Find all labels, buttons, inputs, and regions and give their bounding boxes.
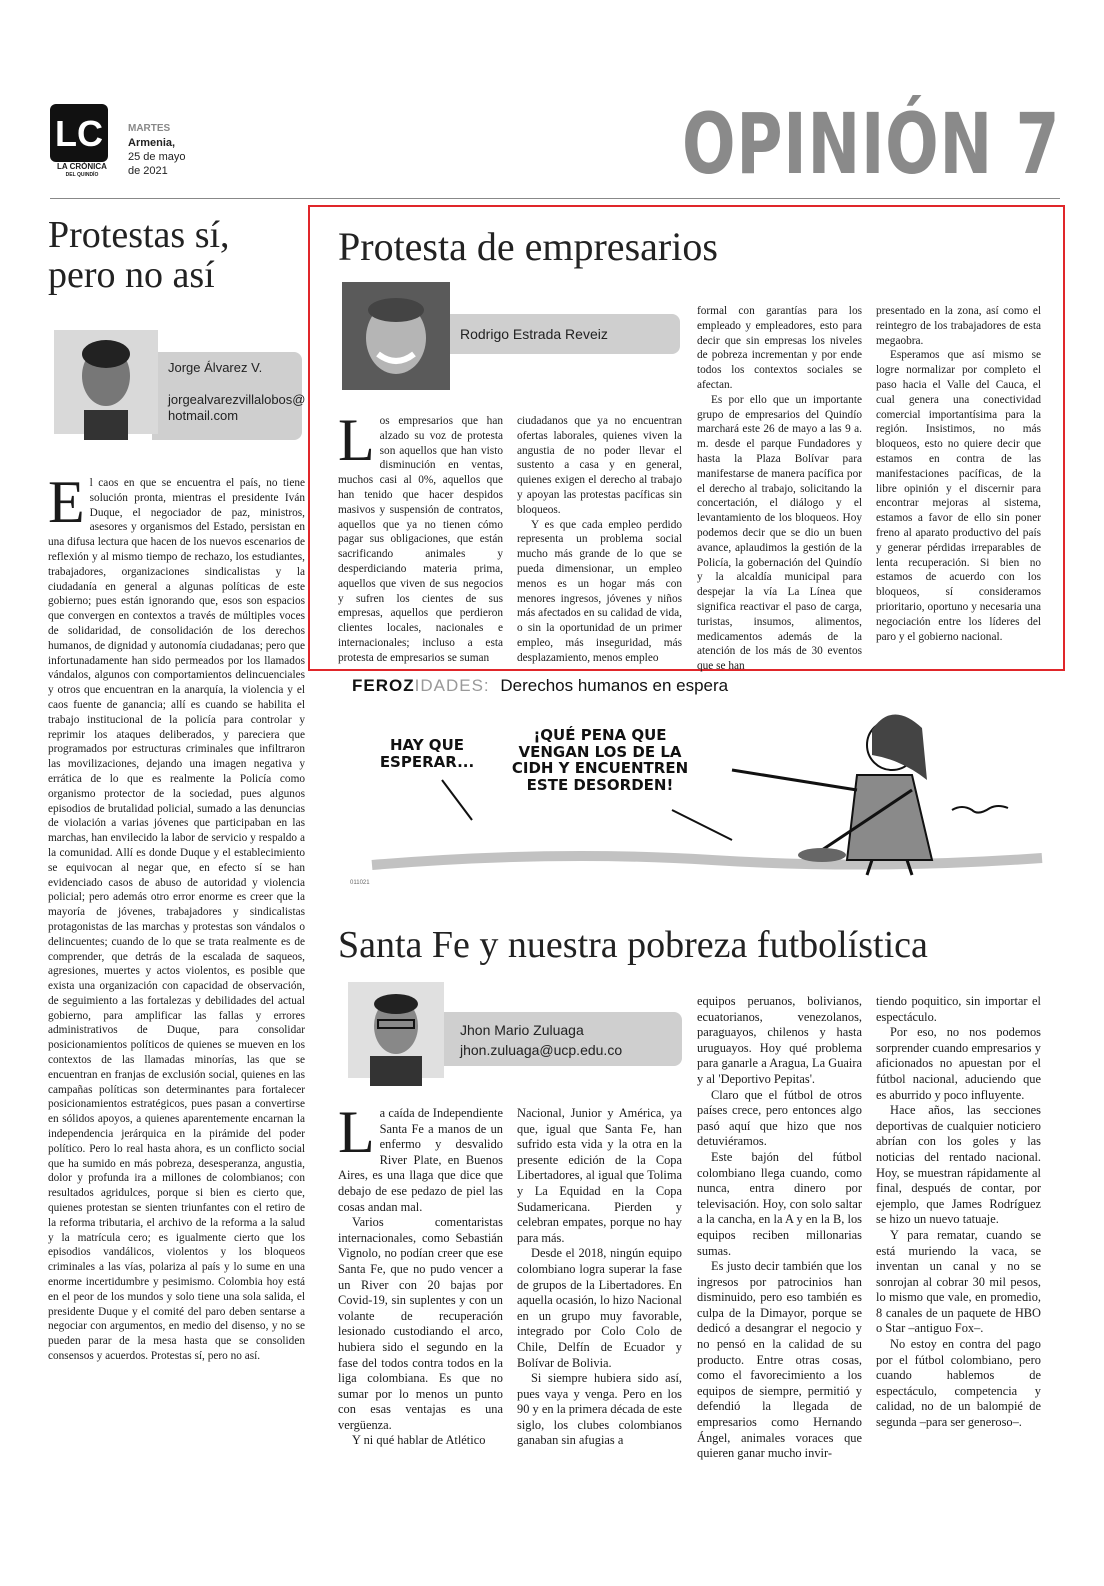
top-col-4: presentado en la zona, así como el reintegro de los trabajadores de esta megaobra. Esperamos que así mismo se logre normalizar por completo el paso hacia el Valle del Cauca, el cual genera una conectividad comercial importantísima para la región. Insistimos, no más bloqueos, esto no quiere decir que estamos en contra de las manifestaciones pacíficas, de la libre opinión y el discernir para encontrar mejoras al sistema, estamos a favor de ello sin poner freno al aparato productivo del país y generar pérdidas irreparables de lenta recuperación. Si bien no estamos de acuerdo con los bloqueos, sí consideramos prioritario, oportuno y necesaria una negociación entre los líderes del paro y el gobierno nacional. <box>876 305 1041 643</box>
top-author-photo <box>342 282 450 390</box>
bottom-dropcap: L <box>338 1099 375 1165</box>
left-author-photo <box>54 330 158 434</box>
top-col-1: Los empresarios que han alzado su voz de protesta son aquellos que han visto disminución en ventas, muchos casi al 0%, aquellos que han tenido que hacer despidos masivos y suspensión de contratos, aquellos que ya no tienen cómo pagar sus obligaciones, que están sacrificando animales y desperdiciando materia prima, aquellos que viven de sus negocios y sufren los cientes de sus empresas, aquellos que perdieron clientes locales, nacionales e internacionales; incluso a esta protesta de empresarios se suman <box>338 407 503 664</box>
svg-text:LC: LC <box>55 113 103 154</box>
left-byline-box <box>152 352 306 440</box>
bottom-article-title: Santa Fe y nuestra pobreza futbolística <box>338 924 928 966</box>
bottom-col-4: tiendo poquitico, sin importar el espectáculo. Por eso, no nos podemos sorprender cuando empresarios y aficionados no apuestan por el fútbol nacional, aduciendo que es aburrido y poco influyente. Hace años, las secciones deportivas de cualquier noticiero abrían con los goles y las noticias del rentado nacional. Hoy, se muestran rápidamente al final, después de contar, por ejemplo, que James Rodríguez se hizo un nuevo tatuaje. Y para rematar, cuando se está muriendo la vaca, se inventan un canal y no se sonrojan al cobrar 30 mil pesos, lo mismo que vale, en promedio, 8 canales de un paquete de HBO o Star –antiguo Fox–. No estoy en contra del pago por el fútbol colombiano, pero cuando hablemos de espectáculo, competencia y calidad, no de un balompié de segunda –para ser generoso–. <box>876 994 1041 1430</box>
bottom-col-2: Nacional, Junior y América, ya que, igual que Santa Fe, han sufrido esta vida y la otra en la presente edición de la Copa Libertadores, al igual que Tolima y La Equidad en la Copa Sudamericana. Pierden y celebran empates, porque no hay para más. Desde el 2018, ningún equipo colombiano logra superar la fase de grupos de la Libertadores. En aquella ocasión, lo hizo Nacional en un grupo muy favorable, integrado por Colo Colo de Chile, Delfín de Ecuador y Bolívar de Bolivia. Si siempre hubiera sido así, pues vaya y venga. Pero en los 90 y en la primera década de este siglo, los clubes colombianos ganaban sin afugias a <box>517 1106 682 1448</box>
cartoon-title: FEROZIDADES: Derechos humanos en espera <box>352 676 729 695</box>
bottom-author-email: jhon.zuluaga@ucp.edu.co <box>460 1042 623 1058</box>
city-label: Armenia, <box>128 137 176 149</box>
top-col-3: formal con garantías para los empleado y empleadores, esto para decir que sin empresas los niveles de pobreza incrementan y por ende todos los contextos sociales se afectan. Es por ello que un importante grupo de empresarios del Quindío marchará este 26 de mayo a las 9 a. m. desde el parque Fundadores y hasta la Plaza Bolívar para manifestarse de manera pacífica por el derecho al trabajo, solicitando la concertación, el diálogo y el levantamiento de los bloqueos. Hoy podemos decir que se dio un buen avance, aplaudimos la gestión de la Policía, la gobernación del Quindío y la alcaldía municipal para despejar la vía La Línea que significa reactivar el paso de carga, turistas, insumos, alimentos, medicamentos además de la atención de los más de 30 eventos que se han <box>697 305 862 673</box>
header-rule <box>50 198 1060 199</box>
cartoon-bubble-left: HAY QUE ESPERAR... <box>379 736 475 771</box>
bottom-byline-box <box>430 1012 682 1066</box>
cartoon-illustration <box>352 700 1052 900</box>
bottom-col-3: equipos peruanos, bolivianos, ecuatorianos, venezolanos, paraguayos, chilenos y hasta uruguayos. Hoy qué problema para ganarle a Aragua, La Guaira y al 'Deportivo Pepitas'. Claro que el fútbol de otros países crece, pero entonces algo pasó aquí que hizo que nos detuviéramos. Este bajón del fútbol colombiano llega cuando, como nunca, entra dinero por televisación. Hoy, con solo saltar a la cancha, en la A y en la B, los equipos reciben millonarias sumas. Es justo decir también que los ingresos por patrocinios han disminuido, pero eso también es culpa de la Dimayor, porque se dedicó a desangrar el negocio y no pensó en la calidad de su producto. Entre otras cosas, como el favorecimiento a los equipos de siempre, permitió y defendió la llegada de empresarios como Hernando Ángel, animales voraces que quieren ganar mucho invir- <box>697 994 862 1461</box>
left-author: Jorge Álvarez V. <box>168 360 263 375</box>
left-article-title: Protestas sí, pero no así <box>48 214 230 296</box>
top-dropcap: L <box>338 407 375 473</box>
left-author-email: jorgealvarezvillalobos@ hotmail.com <box>168 392 306 423</box>
date-line: 25 de mayo <box>128 151 186 163</box>
bottom-col-1: La caída de Independiente Santa Fe a manos de un enfermo y desvalido River Plate, en Buenos Aires, es una llaga que dice que debajo de ese pedazo de piel las cosas andan mal. Varios comentaristas internacionales, como Sebastián Vignolo, no podían creer que ese Santa Fe, que no pudo vencer a un River con 20 bajas por Covid-19, sin suplentes y con un volante de recuperación lesionado custodiando el arco, hubiera sido el segundo en la fase del todos contra todos en la liga colombiana. Es que no sumar por lo menos un punto con esas ventajas es una vergüenza. Y ni qué hablar de Atlético <box>338 1099 503 1448</box>
day-label: MARTES <box>128 123 171 134</box>
top-byline-box <box>440 314 680 354</box>
bottom-author: Jhon Mario Zuluaga <box>460 1022 584 1038</box>
top-col-2: ciudadanos que ya no encuentran ofertas laborales, quienes viven la angustia de no poder llevar el sustento a casa y en general, quienes exigen el derecho al trabajo y apoyan las protestas pacíficas sin bloqueos. Y es que cada empleo perdido representa un problema social mucho más grande de lo que se pueda dimensionar, un empleo menos es un hogar más con menores ingresos, jóvenes y niños más afectados en su calidad de vida, o sin la oportunidad de un primer empleo, más inseguridad, más desplazamiento, menos empleo <box>517 415 682 664</box>
top-author: Rodrigo Estrada Reveiz <box>460 326 608 342</box>
section-title: OPINIÓN 7 <box>681 95 1060 193</box>
bottom-author-photo <box>348 982 444 1078</box>
date-block <box>128 122 185 178</box>
year-line: de 2021 <box>128 165 168 177</box>
left-dropcap: E <box>48 469 85 535</box>
cartoon-code: 011021 <box>350 880 370 886</box>
logo-name: LA CRÓNICA DEL QUINDÍO <box>57 162 107 178</box>
top-article-title: Protesta de empresarios <box>338 224 718 269</box>
left-article-body: El caos en que se encuentra el país, no tiene solución pronta, mientras el presidente Iván Duque, el negociador de paz, ministros, asesores y organismos del Estado, persistan en una difusa lectura que hacen de los nuevos escenarios de reflexión y al mismo tiempo de rechazo, los estudiantes, trabajadores, organizaciones sindicalistas y la ciudadanía en general a algunas políticas de este gobierno; pues están ignorando que, esos son espacios que convergen en contextos a través de múltiples voces de solidaridad, de consolidación de los derechos humanos, de dignidad y autonomía ciudadanas; pero que infortunadamente han sido permeados por los llamados vándalos, algunos con comportamientos delincuenciales y otros que encuentran en la anarquía, la violencia y el caos fuente de ganancia; allí es cuando se habilita el trabajo institucional de la policía para controlar y reprimir los ataques deliberados, y pareciera que programados por estructuras criminales que infiltraron las movilizaciones, dejando una imagen negativa y errática de lo que es realmente la Policía como organismo protector de la sociedad, pues algunos episodios de brutalidad policial, sumado a las denuncias de violación a varias jóvenes que participaban en las marchas, han envilecido la labor de servicio y respaldo a la comunidad. Allí es donde Duque y el establecimiento se equivocan al negar que, en efecto sí se han evidenciado casos de abuso de autoridad y violencia policial; pero además otro error enorme es creer que la mayoría de jóvenes, trabajadores y sindicalistas protagonistas de las marchas y protestas son vándalos o delincuentes; cuando de lo que se trata realmente es de comprender, que detrás de la escalada de saqueos, agresiones, muertes y actos violentos, es posible que exista una organización con capacidad de observación, de seguimiento a las fortalezas y debilidades del actual gobierno, para amplificar las fallas y errores administrativos de Duque, para consolidar posicionamientos políticos de quienes se mueven en los contextos de las llamadas minorías, las que se encuentran en franjas de exclusión social, quienes en las campañas políticas son determinantes para fortalecer posicionamientos estratégicos, pues pasan a convertirse en sólidos apoyos, a quienes aparentemente encarnan la independencia jerárquica en la pirámide del poder político. Pero lo real hasta ahora, es un conflicto social que ha sumido en más pobreza, desesperanza, angustia, dolor y profunda ira a millones de colombianos; con resultados agridulces, porque si bien es cierto que, quienes protestan se sienten triunfantes con el retiro de la reforma tributaria, el archivo de la reforma a la salud y la matrícula cero; es igualmente cierto que los episodios vandálicos, violentos y los bloqueos criminales a las vías, polariza al país y lo sume en una enorme incertidumbre y pesimismo. Colombia hoy está en el peor de los mundos y solo tiene una sola salida, el presidente Duque y el comité del paro deben sentarse a negociar con argumentos, en medio del disenso, y no se pueden parar de la mesa hasta que se consoliden consensos y acuerdos. Protestas sí, pero no así. <box>48 469 305 1363</box>
cartoon-bubble-right: ¡QUÉ PENA QUE VENGAN LOS DE LA CIDH Y ENCUENTREN ESTE DESORDEN! <box>511 726 689 794</box>
logo <box>50 104 108 162</box>
